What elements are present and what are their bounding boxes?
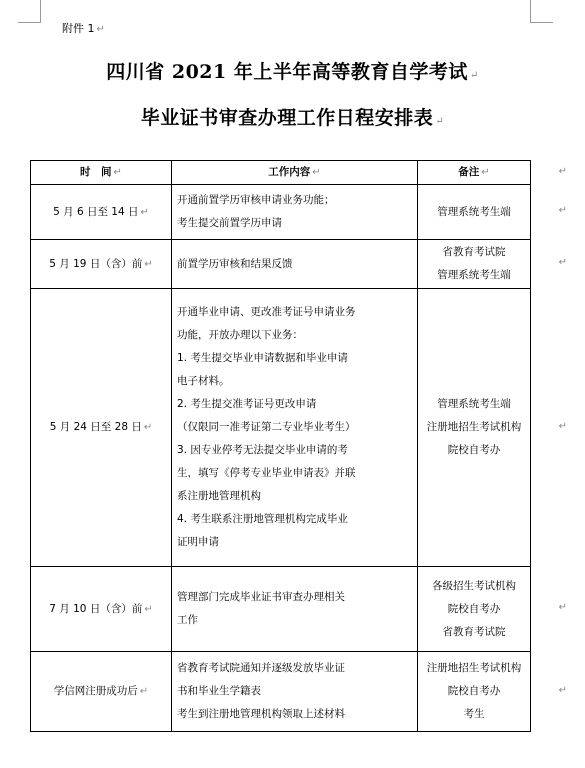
note-line: 管理系统考生端 <box>437 205 511 218</box>
table-row <box>31 289 531 567</box>
table-row <box>31 567 531 652</box>
header-time: 时 间 ↵ <box>31 161 172 185</box>
content-line: 考生提交前置学历申请 <box>177 217 282 229</box>
header-content: 工作内容 ↵ <box>172 161 418 185</box>
time-cell: 5 月 24 日至 28 日 ↵ <box>31 289 172 567</box>
content-cell <box>172 289 418 567</box>
crop-mark-top-right <box>530 0 553 23</box>
content-line: 电子材料。 <box>177 375 230 387</box>
content-line: 工作 <box>177 614 198 626</box>
note-cell <box>418 240 531 289</box>
content-line: 4. 考生联系注册地管理机构完成毕业 <box>177 513 348 525</box>
content-line: 生，填写《停考专业毕业申请表》并联 <box>177 467 356 479</box>
row-end-mark: ↵ <box>558 684 567 696</box>
note-cell <box>418 185 531 240</box>
table-header-row <box>31 161 531 185</box>
table-row <box>31 185 531 240</box>
content-line: 书和毕业生学籍表 <box>177 685 261 697</box>
note-line: 院校自考办 <box>447 444 501 456</box>
note-line: 考生 <box>463 708 485 720</box>
note-line: 院校自考办 <box>447 602 501 615</box>
note-line: 各级招生考试机构 <box>432 579 516 592</box>
time-cell: 5 月 19 日（含）前 ↵ <box>31 240 172 289</box>
note-line: 注册地招生考试机构 <box>426 421 522 433</box>
time-text: 7 月 10 日（含）前 <box>49 602 143 615</box>
table-row <box>31 240 531 289</box>
header-note: 备注 ↵ <box>418 161 531 185</box>
content-cell <box>172 652 418 732</box>
note-line: 院校自考办 <box>447 685 501 697</box>
time-cell: 7 月 10 日（含）前 ↵ <box>31 567 172 652</box>
time-text: 学信网注册成功后 <box>53 685 138 697</box>
content-line: 证明申请 <box>177 536 219 548</box>
content-cell <box>172 567 418 652</box>
note-cell <box>418 289 531 567</box>
attachment-label: 附件 1 ↵ <box>62 22 105 35</box>
row-end-mark: ↵ <box>558 602 567 613</box>
note-cell <box>418 567 531 652</box>
content-line: 系注册地管理机构 <box>177 490 261 502</box>
time-cell: 学信网注册成功后 ↵ <box>31 652 172 732</box>
document-title-line-1: 四川省 2021 年上半年高等教育自学考试 ↵ <box>106 61 479 83</box>
crop-mark-top-left <box>18 0 41 23</box>
row-end-mark: ↵ <box>558 420 567 432</box>
time-text: 5 月 19 日（含）前 <box>49 257 143 270</box>
note-line: 管理系统考生端 <box>437 269 511 281</box>
content-line: 管理部门完成毕业证书审查办理相关 <box>177 591 345 603</box>
time-text: 5 月 24 日至 28 日 <box>49 421 142 433</box>
row-end-mark: ↵ <box>558 205 567 216</box>
note-line: 管理系统考生端 <box>437 398 511 410</box>
content-cell <box>172 240 418 289</box>
content-cell <box>172 185 418 240</box>
content-line: 开通毕业申请、更改准考证号申请业务 <box>177 306 356 318</box>
row-end-mark: ↵ <box>558 165 567 177</box>
content-line: 考生到注册地管理机构领取上述材料 <box>177 708 345 720</box>
content-line: 2. 考生提交准考证号更改申请 <box>177 398 317 410</box>
content-line: （仅限同一准考证第二专业毕业考生） <box>177 421 356 433</box>
content-line: 3. 因专业停考无法提交毕业申请的考 <box>177 444 348 456</box>
content-line: 前置学历审核和结果反馈 <box>177 257 293 270</box>
schedule-table <box>30 160 531 732</box>
time-cell: 5 月 6 日至 14 日 ↵ <box>31 185 172 240</box>
document-title-line-2: 毕业证书审查办理工作日程安排表 ↵ <box>140 107 445 129</box>
time-text: 5 月 6 日至 14 日 <box>53 205 139 218</box>
note-cell <box>418 652 531 732</box>
content-line: 省教育考试院通知并逐级发放毕业证 <box>177 662 345 674</box>
table-row <box>31 652 531 732</box>
note-line: 注册地招生考试机构 <box>426 662 522 674</box>
row-end-mark: ↵ <box>558 257 567 268</box>
note-line: 省教育考试院 <box>442 625 506 638</box>
content-line: 开通前置学历审核申请业务功能； <box>177 194 335 206</box>
content-line: 1. 考生提交毕业申请数据和毕业申请 <box>177 352 348 364</box>
note-line: 省教育考试院 <box>442 246 506 258</box>
content-line: 功能，开放办理以下业务： <box>177 329 303 341</box>
